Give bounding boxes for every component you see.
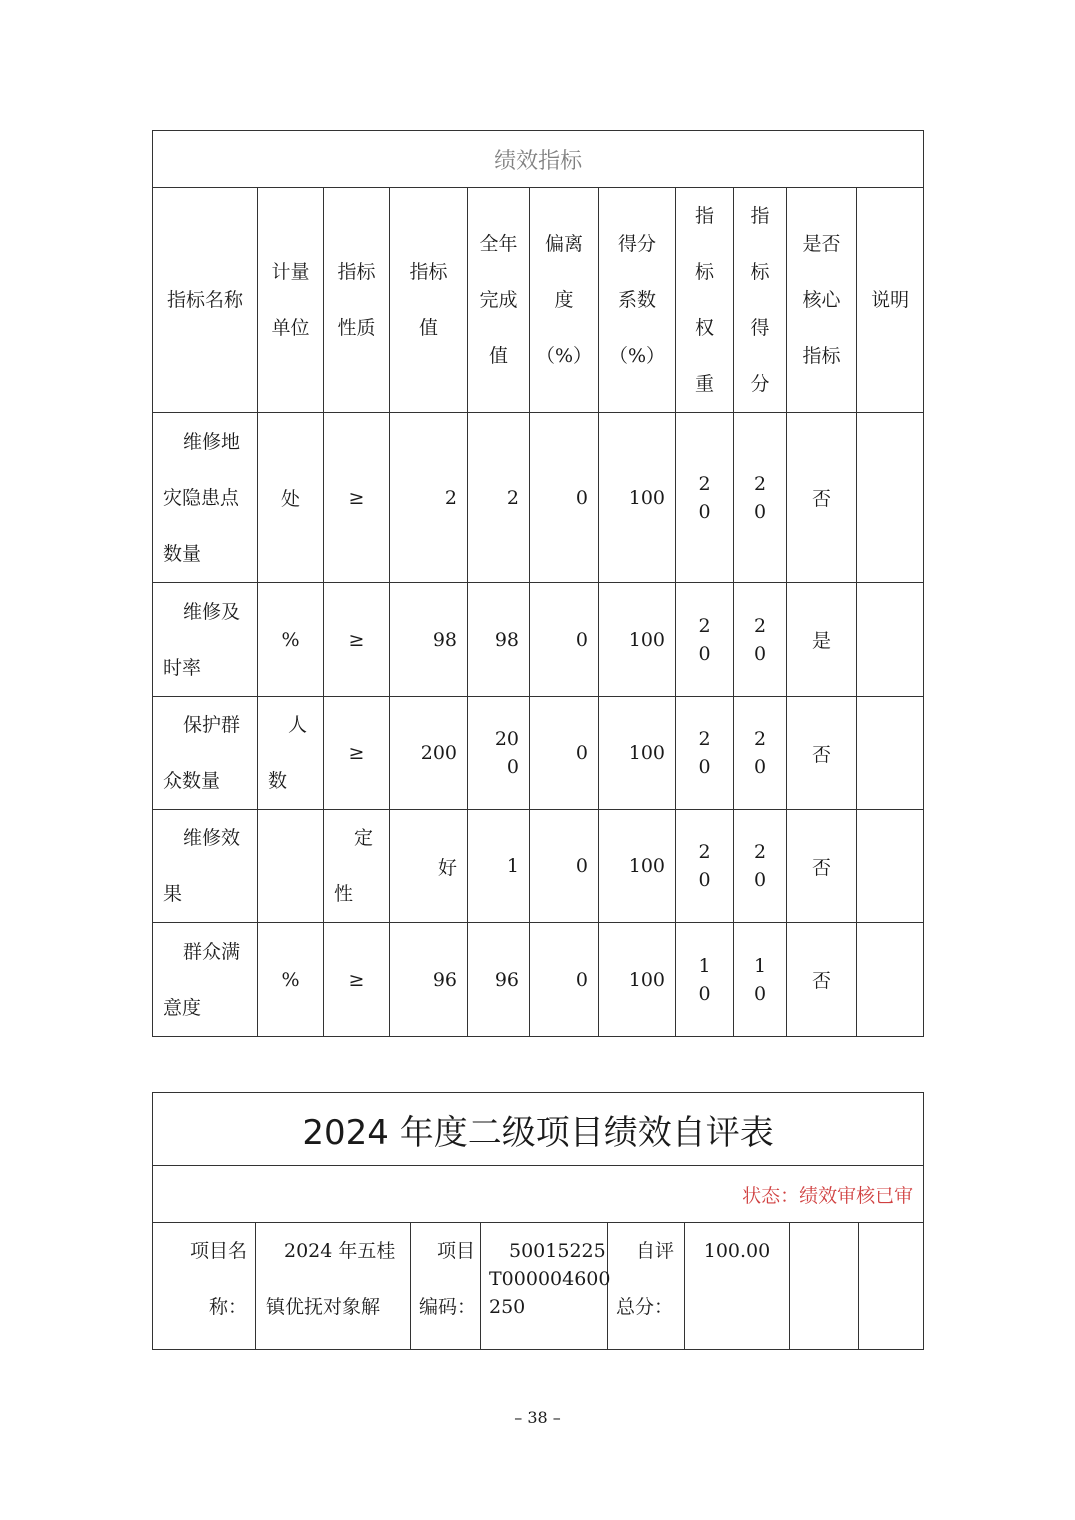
core-cell: 是 xyxy=(787,583,857,697)
actual-cell: 1 xyxy=(468,810,530,923)
indicator-name: 维修效 果 xyxy=(153,810,258,923)
note-cell xyxy=(857,923,924,1037)
unit-cell: % xyxy=(258,583,324,697)
unit-cell xyxy=(258,810,324,923)
header-coefficient: 得分 系数 （%） xyxy=(599,188,676,413)
header-unit: 计量 单位 xyxy=(258,188,324,413)
nature-cell: ≥ xyxy=(324,697,390,810)
indicator-name: 保护群 众数量 xyxy=(153,697,258,810)
core-cell: 否 xyxy=(787,923,857,1037)
weight-cell: 2 0 xyxy=(676,697,734,810)
actual-cell: 98 xyxy=(468,583,530,697)
unit-cell: % xyxy=(258,923,324,1037)
coefficient-cell: 100 xyxy=(599,697,676,810)
header-score: 指 标 得 分 xyxy=(734,188,787,413)
nature-cell: ≥ xyxy=(324,413,390,583)
self-evaluation-table xyxy=(152,1092,924,1350)
coefficient-cell: 100 xyxy=(599,810,676,923)
nature-cell: ≥ xyxy=(324,583,390,697)
page-number: – 38 – xyxy=(514,1408,561,1427)
header-deviation: 偏离 度 （%） xyxy=(530,188,599,413)
value-cell: 2 xyxy=(390,413,468,583)
project-code-label: 项目 编码： xyxy=(411,1223,481,1350)
table-row xyxy=(153,583,924,697)
value-cell: 96 xyxy=(390,923,468,1037)
table-title: 绩效指标 xyxy=(153,131,924,188)
score-cell: 1 0 xyxy=(734,923,787,1037)
header-name: 指标名称 xyxy=(153,188,258,413)
coefficient-cell: 100 xyxy=(599,413,676,583)
header-value: 指标 值 xyxy=(390,188,468,413)
project-name-value: 2024 年五桂 镇优抚对象解 xyxy=(256,1223,411,1350)
actual-cell: 2 xyxy=(468,413,530,583)
value-cell: 98 xyxy=(390,583,468,697)
weight-cell: 1 0 xyxy=(676,923,734,1037)
core-cell: 否 xyxy=(787,810,857,923)
core-cell: 否 xyxy=(787,697,857,810)
header-nature: 指标 性质 xyxy=(324,188,390,413)
nature-cell: ≥ xyxy=(324,923,390,1037)
deviation-cell: 0 xyxy=(530,923,599,1037)
coefficient-cell: 100 xyxy=(599,923,676,1037)
header-weight: 指 标 权 重 xyxy=(676,188,734,413)
self-eval-title: 2024 年度二级项目绩效自评表 xyxy=(153,1093,924,1166)
empty-cell xyxy=(859,1223,924,1350)
header-note: 说明 xyxy=(857,188,924,413)
note-cell xyxy=(857,697,924,810)
unit-cell: 处 xyxy=(258,413,324,583)
header-core: 是否 核心 指标 xyxy=(787,188,857,413)
value-cell: 好 xyxy=(390,810,468,923)
deviation-cell: 0 xyxy=(530,697,599,810)
score-cell: 2 0 xyxy=(734,697,787,810)
note-cell xyxy=(857,413,924,583)
note-cell xyxy=(857,810,924,923)
project-info-row xyxy=(153,1223,924,1350)
weight-cell: 2 0 xyxy=(676,413,734,583)
deviation-cell: 0 xyxy=(530,810,599,923)
project-code-value: 50015225 T000004600 250 xyxy=(481,1223,608,1350)
header-actual: 全年 完成 值 xyxy=(468,188,530,413)
deviation-cell: 0 xyxy=(530,413,599,583)
score-label: 自评 总分： xyxy=(608,1223,685,1350)
indicator-name: 群众满 意度 xyxy=(153,923,258,1037)
table-row xyxy=(153,697,924,810)
status-badge: 状态：绩效审核已审 xyxy=(153,1166,924,1223)
indicator-name: 维修地 灾隐患点 数量 xyxy=(153,413,258,583)
core-cell: 否 xyxy=(787,413,857,583)
nature-cell: 定 性 xyxy=(324,810,390,923)
deviation-cell: 0 xyxy=(530,583,599,697)
empty-cell xyxy=(790,1223,859,1350)
score-value: 100.00 xyxy=(685,1223,790,1350)
score-cell: 2 0 xyxy=(734,413,787,583)
actual-cell: 96 xyxy=(468,923,530,1037)
score-cell: 2 0 xyxy=(734,810,787,923)
indicator-name: 维修及 时率 xyxy=(153,583,258,697)
note-cell xyxy=(857,583,924,697)
performance-indicator-table xyxy=(152,130,924,1037)
value-cell: 200 xyxy=(390,697,468,810)
weight-cell: 2 0 xyxy=(676,583,734,697)
table-row xyxy=(153,923,924,1037)
score-cell: 2 0 xyxy=(734,583,787,697)
header-row xyxy=(153,188,924,413)
unit-cell: 人 数 xyxy=(258,697,324,810)
table-row xyxy=(153,413,924,583)
coefficient-cell: 100 xyxy=(599,583,676,697)
table-row xyxy=(153,810,924,923)
weight-cell: 2 0 xyxy=(676,810,734,923)
actual-cell: 20 0 xyxy=(468,697,530,810)
project-name-label: 项目名 称： xyxy=(153,1223,256,1350)
